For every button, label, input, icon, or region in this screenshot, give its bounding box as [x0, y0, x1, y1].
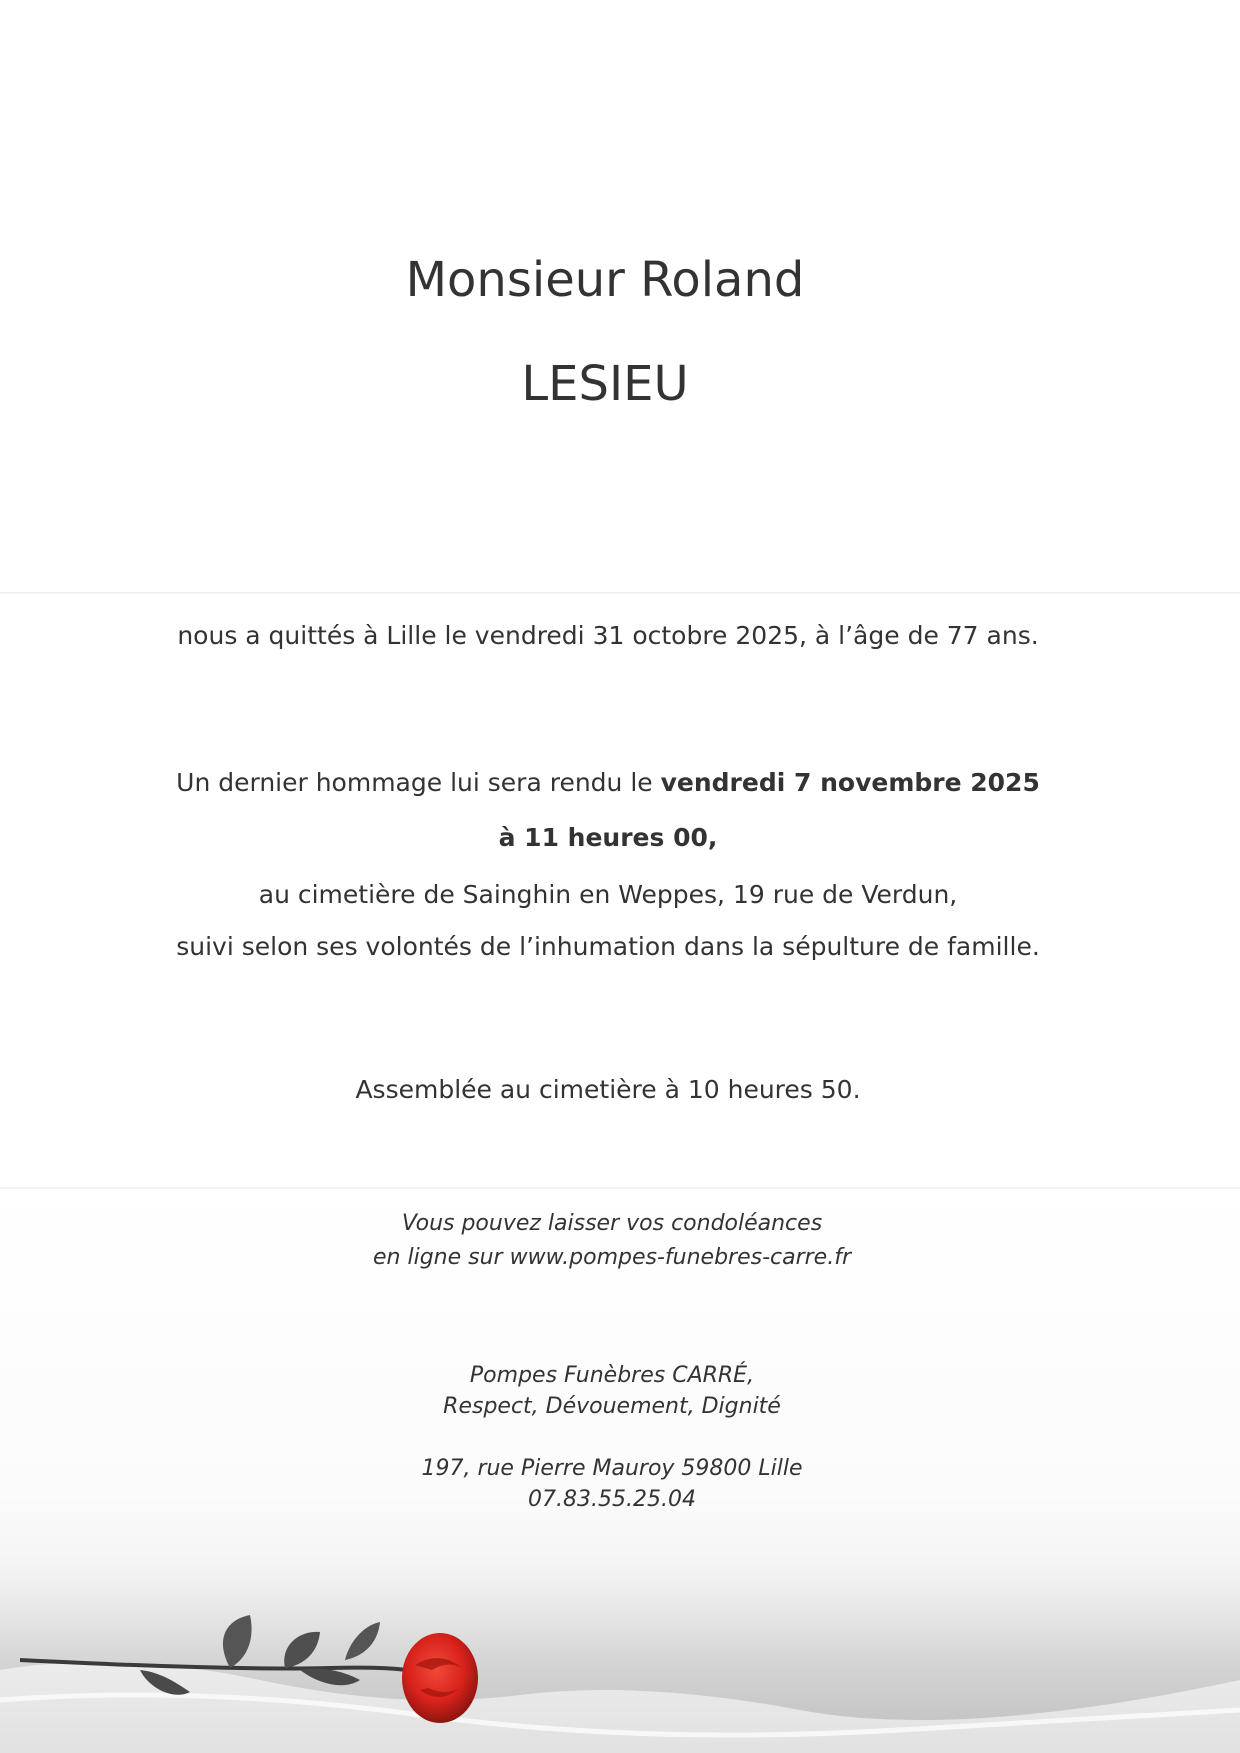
- divider-bottom: [0, 1187, 1240, 1189]
- ceremony-details: suivi selon ses volontés de l’inhumation dans la sépulture de famille.: [176, 932, 1040, 961]
- funeral-home-address: 197, rue Pierre Mauroy 59800 Lille: [421, 1456, 803, 1481]
- ceremony-time: à 11 heures 00,: [498, 823, 718, 852]
- rose-on-beach-image: [0, 1560, 1240, 1753]
- condolences-line-2: en ligne sur www.pompes-funebres-carre.fr: [373, 1245, 851, 1270]
- funeral-home-motto: Respect, Dévouement, Dignité: [443, 1394, 781, 1419]
- condolences-line-1: Vous pouvez laisser vos condoléances: [401, 1211, 823, 1236]
- rose-bloom: [402, 1633, 478, 1723]
- ceremony-date: vendredi 7 novembre 2025: [660, 768, 1040, 797]
- ceremony-location: au cimetière de Sainghin en Weppes, 19 rue de Verdun,: [258, 880, 958, 909]
- ceremony-intro-line: [0, 768, 1216, 797]
- divider-top: [0, 592, 1240, 594]
- deceased-surname: LESIEU: [521, 356, 689, 412]
- deceased-title-line: Monsieur Roland: [405, 252, 805, 308]
- death-announcement: nous a quittés à Lille le vendredi 31 octobre 2025, à l’âge de 77 ans.: [177, 621, 1039, 650]
- funeral-home-phone: 07.83.55.25.04: [528, 1487, 696, 1512]
- funeral-home-name: Pompes Funèbres CARRÉ,: [469, 1363, 755, 1388]
- ceremony-intro: Un dernier hommage lui sera rendu le: [176, 768, 661, 797]
- assembly-time: Assemblée au cimetière à 10 heures 50.: [355, 1075, 861, 1104]
